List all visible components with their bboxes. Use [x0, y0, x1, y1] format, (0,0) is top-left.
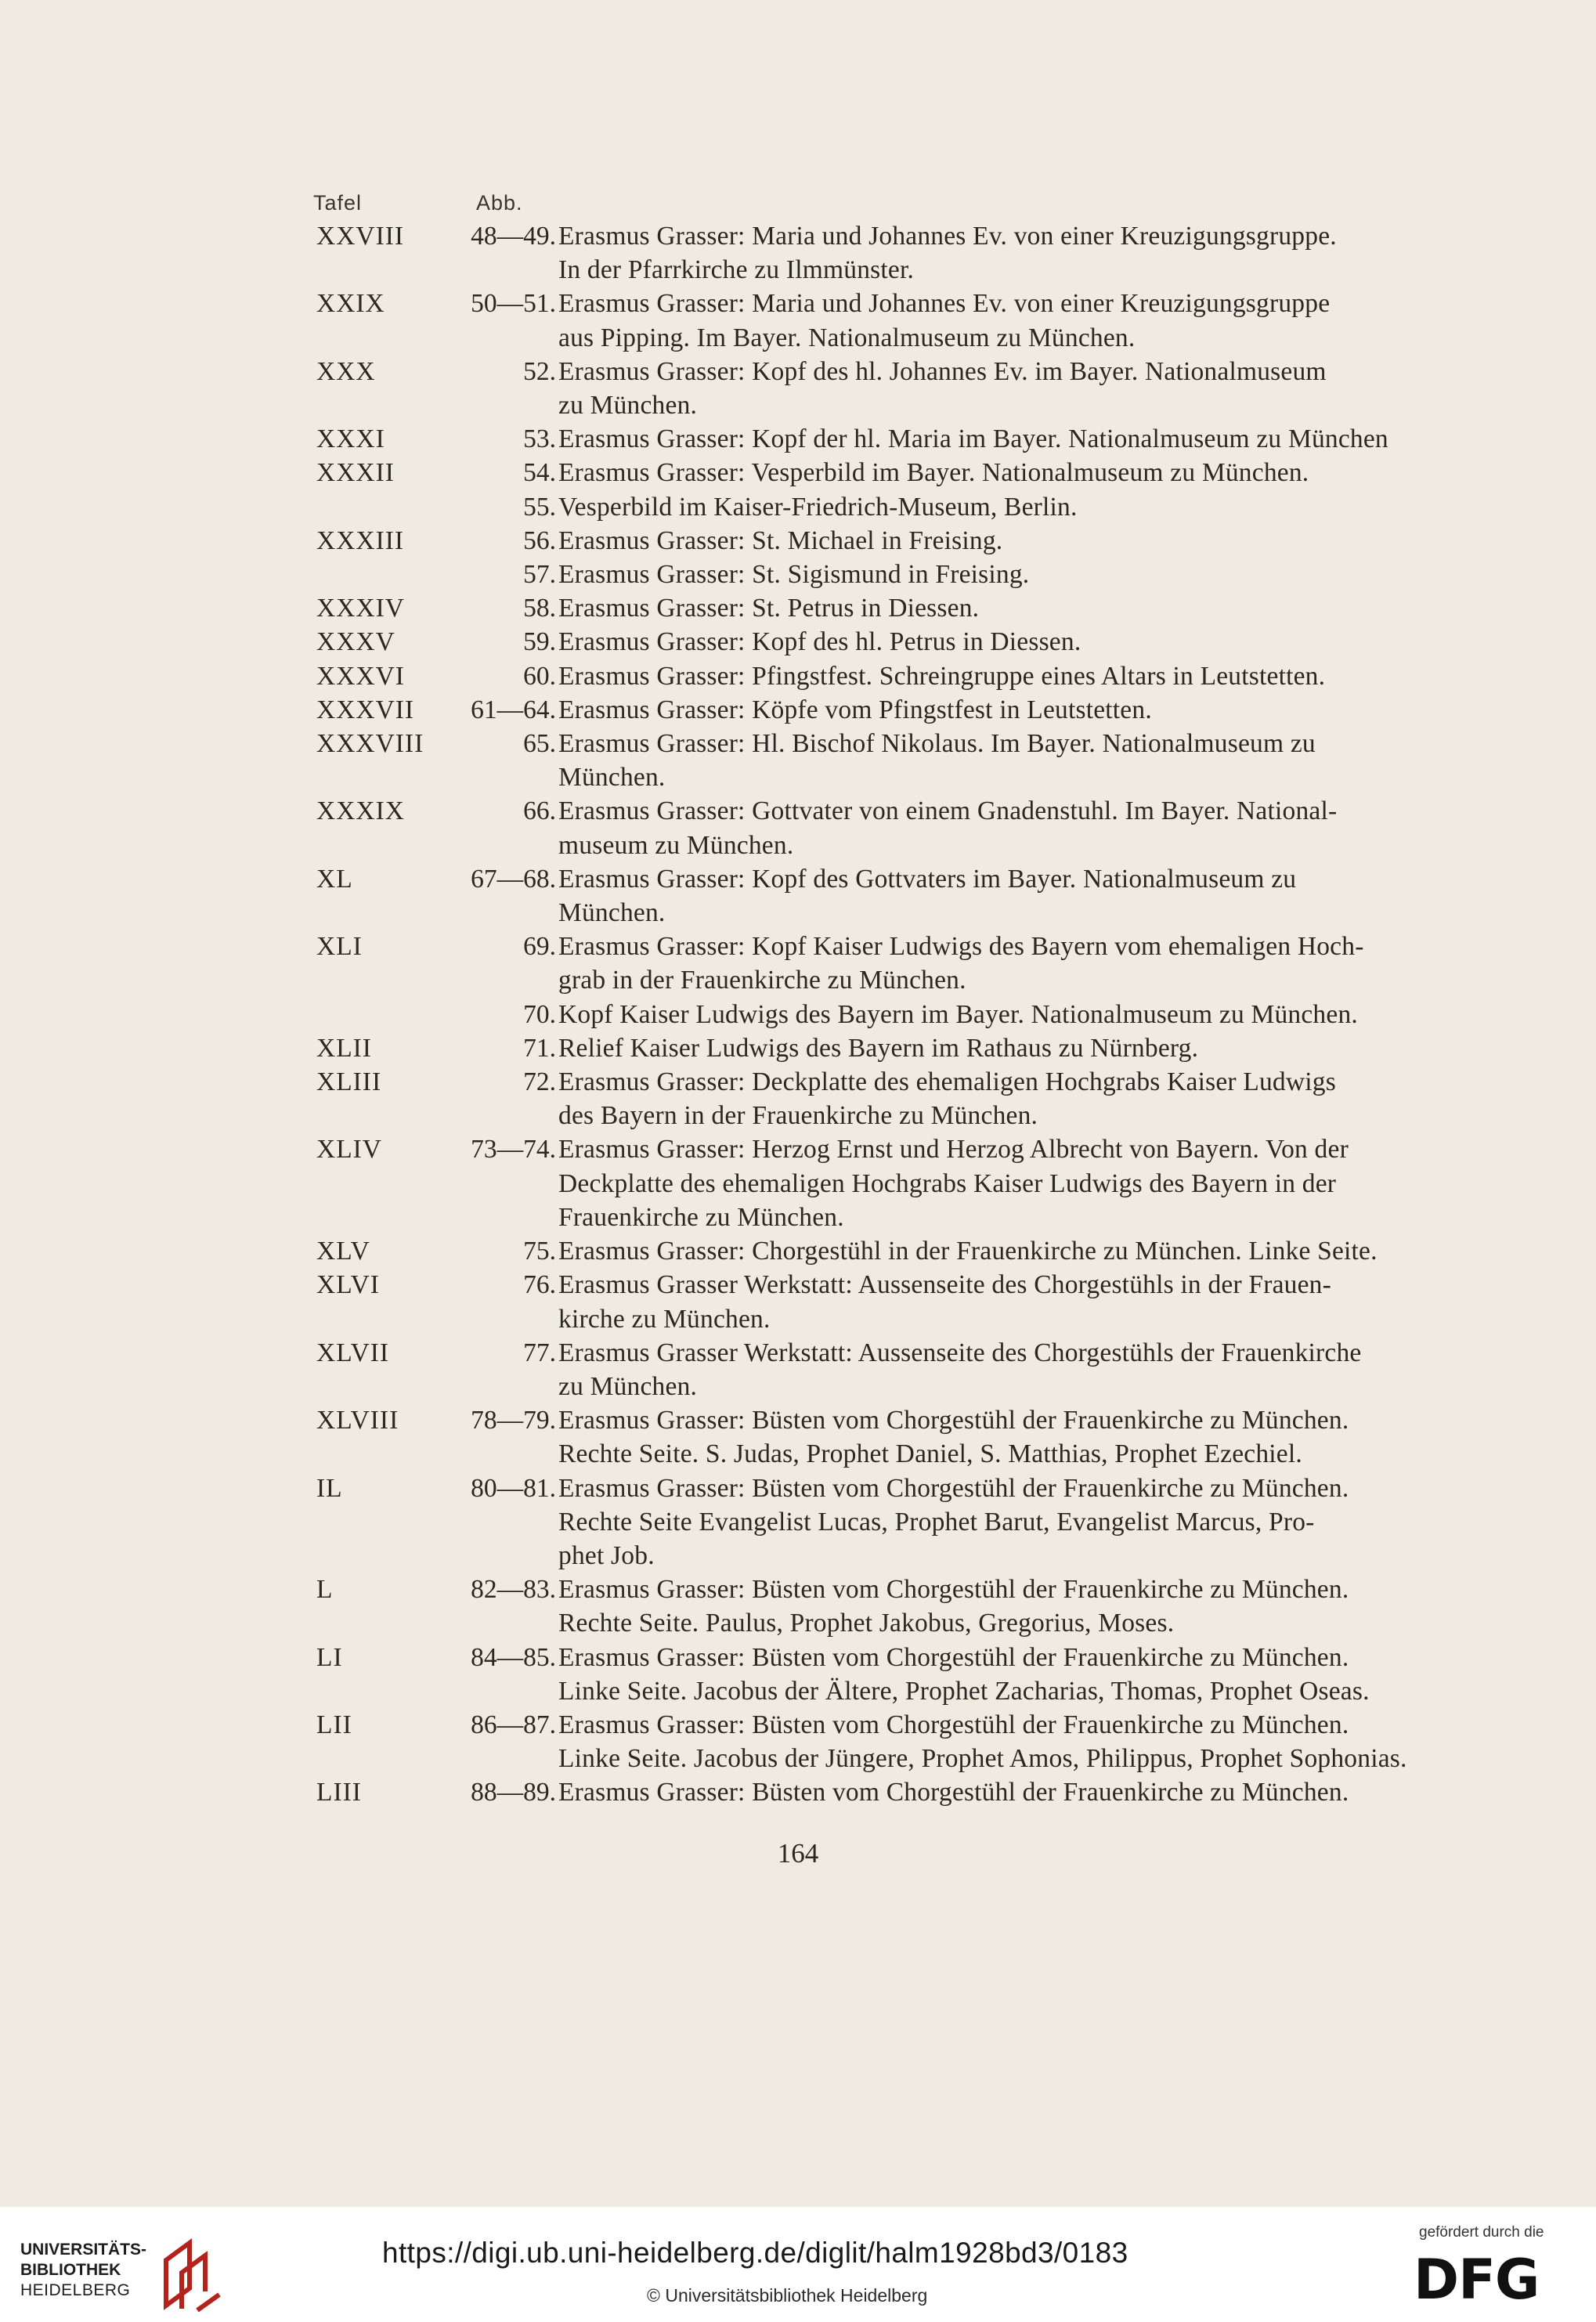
plate-number: XXXVII: [316, 695, 415, 724]
plate-entry: [0, 659, 1596, 693]
description-line: Rechte Seite Evangelist Lucas, Prophet Barut, Evangelist Marcus, Pro-: [558, 1507, 1315, 1537]
plate-description: [558, 1031, 1528, 1065]
plate-description: [558, 1775, 1528, 1809]
plate-entry: [0, 287, 1596, 354]
plate-entry: [0, 591, 1596, 625]
plate-entry: [0, 1573, 1596, 1640]
figure-number: 75.: [523, 1237, 556, 1266]
plate-number: XLIII: [316, 1067, 382, 1097]
description-line: Erasmus Grasser: Kopf Kaiser Ludwigs des Bayern vom ehemaligen Hoch-: [558, 932, 1364, 962]
plate-description: [558, 287, 1528, 354]
plate-number: LII: [316, 1710, 352, 1739]
description-line: Erasmus Grasser: St. Michael in Freising.: [558, 525, 1003, 555]
plate-entry: [0, 1268, 1596, 1335]
description-line: Erasmus Grasser: Büsten vom Chorgestühl der Frauenkirche zu München.: [558, 1642, 1349, 1672]
description-line: Erasmus Grasser: Kopf der hl. Maria im Bayer. Nationalmuseum zu München: [558, 424, 1388, 454]
plate-number: IL: [316, 1473, 343, 1503]
description-line: Erasmus Grasser: Köpfe vom Pfingstfest in Leutstetten.: [558, 695, 1152, 724]
figure-number: 77.: [523, 1338, 556, 1367]
figure-number: 48—49.: [471, 222, 556, 251]
description-line: Deckplatte des ehemaligen Hochgrabs Kaiser Ludwigs des Bayern in der: [558, 1168, 1337, 1198]
plate-entry: [0, 355, 1596, 422]
plate-number: XLII: [316, 1033, 372, 1063]
plate-entry: [0, 1708, 1596, 1775]
plate-description: [558, 727, 1528, 794]
description-line: Erasmus Grasser: Kopf des hl. Petrus in Diessen.: [558, 627, 1081, 657]
description-line: Linke Seite. Jacobus der Jüngere, Prophet Amos, Philippus, Prophet Sophonias.: [558, 1744, 1407, 1774]
plate-entry: [0, 1472, 1596, 1573]
plate-entry: [0, 625, 1596, 659]
figure-number: 84—85.: [471, 1642, 556, 1672]
plate-description: [558, 422, 1528, 456]
description-line: grab in der Frauenkirche zu München.: [558, 966, 966, 995]
description-line: Erasmus Grasser: Büsten vom Chorgestühl der Frauenkirche zu München.: [558, 1473, 1349, 1503]
description-line: Erasmus Grasser Werkstatt: Aussenseite des Chorgestühls der Frauenkirche: [558, 1338, 1362, 1367]
plate-entry: [0, 862, 1596, 930]
figure-number: 60.: [523, 661, 556, 691]
plate-number: LI: [316, 1642, 343, 1672]
figure-number: 57.: [523, 560, 556, 590]
description-line: zu München.: [558, 1371, 698, 1401]
plate-entry: [0, 524, 1596, 558]
description-line: Erasmus Grasser: Pfingstfest. Schreingruppe eines Altars in Leutstetten.: [558, 661, 1326, 691]
plate-description: [558, 659, 1528, 693]
library-name-line: UNIVERSITÄTS-: [20, 2241, 147, 2259]
description-line: Erasmus Grasser: St. Petrus in Diessen.: [558, 594, 980, 623]
plate-description: [558, 1132, 1528, 1234]
description-line: Erasmus Grasser: Büsten vom Chorgestühl der Frauenkirche zu München.: [558, 1575, 1349, 1605]
digitization-footer: [0, 2207, 1596, 2322]
plate-number: XLV: [316, 1237, 370, 1266]
dfg-logo: DFG: [1414, 2248, 1540, 2312]
plate-entry: [0, 490, 1596, 524]
description-line: zu München.: [558, 391, 698, 421]
plate-number: XXVIII: [316, 222, 405, 251]
description-line: Frauenkirche zu München.: [558, 1202, 844, 1232]
plate-description: [558, 1708, 1528, 1775]
plate-description: [558, 1065, 1528, 1132]
figure-number: 65.: [523, 729, 556, 759]
figure-number: 72.: [523, 1067, 556, 1097]
plate-entry: [0, 930, 1596, 997]
figure-number: 86—87.: [471, 1710, 556, 1739]
plate-number: XXXVI: [316, 661, 405, 691]
description-line: des Bayern in der Frauenkirche zu München.: [558, 1101, 1038, 1131]
plate-number: XXXII: [316, 458, 395, 488]
plate-entry: [0, 794, 1596, 861]
description-line: München.: [558, 898, 666, 928]
plate-number: XLVII: [316, 1338, 390, 1367]
plate-description: [558, 591, 1528, 625]
plate-entry: [0, 693, 1596, 727]
plate-description: [558, 1403, 1528, 1471]
description-line: Erasmus Grasser: Chorgestühl in der Frauenkirche zu München. Linke Seite.: [558, 1237, 1378, 1266]
plate-entry: [0, 1775, 1596, 1809]
figure-number: 61—64.: [471, 695, 556, 724]
plate-entry: [0, 727, 1596, 794]
plate-entry: [0, 1403, 1596, 1471]
tafel-column-header: Tafel: [313, 191, 363, 215]
figure-number: 76.: [523, 1270, 556, 1300]
description-line: Erasmus Grasser: Büsten vom Chorgestühl der Frauenkirche zu München.: [558, 1778, 1349, 1807]
description-line: kirche zu München.: [558, 1304, 771, 1334]
plate-entry: [0, 998, 1596, 1031]
plate-number: L: [316, 1575, 334, 1605]
description-line: Erasmus Grasser: St. Sigismund in Freising.: [558, 560, 1030, 590]
plate-description: [558, 794, 1528, 861]
description-line: Erasmus Grasser: Herzog Ernst und Herzog Albrecht von Bayern. Von der: [558, 1135, 1349, 1165]
description-line: Erasmus Grasser: Deckplatte des ehemaligen Hochgrabs Kaiser Ludwigs: [558, 1067, 1336, 1097]
figure-number: 71.: [523, 1033, 556, 1063]
figure-number: 67—68.: [471, 864, 556, 894]
plate-description: [558, 1336, 1528, 1403]
plate-number: LIII: [316, 1778, 362, 1807]
description-line: Erasmus Grasser: Hl. Bischof Nikolaus. Im Bayer. Nationalmuseum zu: [558, 729, 1316, 759]
library-name: [20, 2240, 146, 2301]
plate-number: XXXI: [316, 424, 385, 454]
description-line: Erasmus Grasser: Büsten vom Chorgestühl der Frauenkirche zu München.: [558, 1710, 1349, 1739]
plate-entry: [0, 456, 1596, 489]
plate-number: XLIV: [316, 1135, 383, 1165]
plate-number: XLVIII: [316, 1406, 399, 1435]
copyright-notice: © Universitätsbibliothek Heidelberg: [647, 2285, 928, 2306]
plate-description: [558, 1641, 1528, 1708]
permalink-url[interactable]: https://digi.ub.uni-heidelberg.de/diglit/halm1928bd3/0183: [382, 2237, 1128, 2269]
plate-entry: [0, 1065, 1596, 1132]
plate-description: [558, 355, 1528, 422]
plate-description: [558, 693, 1528, 727]
description-line: Linke Seite. Jacobus der Ältere, Prophet Zacharias, Thomas, Prophet Oseas.: [558, 1676, 1370, 1706]
description-line: museum zu München.: [558, 830, 794, 860]
column-headers: [0, 191, 1596, 216]
library-name-line: HEIDELBERG: [20, 2281, 131, 2299]
plate-number: XXXV: [316, 627, 395, 657]
sponsor-note: gefördert durch die: [1419, 2224, 1544, 2241]
plate-entry: [0, 219, 1596, 287]
plate-description: [558, 1573, 1528, 1640]
plate-description: [558, 1472, 1528, 1573]
plate-description: [558, 998, 1528, 1031]
figure-number: 69.: [523, 932, 556, 962]
figure-number: 52.: [523, 356, 556, 386]
figure-number: 53.: [523, 424, 556, 454]
figure-number: 50—51.: [471, 289, 556, 319]
plate-number: XXXVIII: [316, 729, 424, 759]
figure-number: 58.: [523, 594, 556, 623]
plate-number: XXXIII: [316, 525, 405, 555]
plate-entry: [0, 1641, 1596, 1708]
plate-entry: [0, 558, 1596, 591]
plate-entry: [0, 422, 1596, 456]
plate-description: [558, 930, 1528, 997]
description-line: phet Job.: [558, 1540, 655, 1570]
figure-number: 70.: [523, 999, 556, 1029]
plate-entry: [0, 1031, 1596, 1065]
figure-number: 88—89.: [471, 1778, 556, 1807]
plate-description: [558, 1234, 1528, 1268]
figure-number: 54.: [523, 458, 556, 488]
description-line: In der Pfarrkirche zu Ilmmünster.: [558, 255, 915, 285]
plate-number: XXX: [316, 356, 376, 386]
description-line: Erasmus Grasser: Maria und Johannes Ev. von einer Kreuzigungsgruppe.: [558, 222, 1337, 251]
description-line: Erasmus Grasser: Kopf des Gottvaters im Bayer. Nationalmuseum zu: [558, 864, 1297, 894]
figure-number: 59.: [523, 627, 556, 657]
description-line: Rechte Seite. Paulus, Prophet Jakobus, Gregorius, Moses.: [558, 1609, 1175, 1638]
figure-number: 78—79.: [471, 1406, 556, 1435]
description-line: Erasmus Grasser: Vesperbild im Bayer. Nationalmuseum zu München.: [558, 458, 1309, 488]
plate-description: [558, 490, 1528, 524]
figure-number: 82—83.: [471, 1575, 556, 1605]
plate-number: XL: [316, 864, 353, 894]
plate-description: [558, 862, 1528, 930]
figure-number: 73—74.: [471, 1135, 556, 1165]
description-line: Relief Kaiser Ludwigs des Bayern im Rathaus zu Nürnberg.: [558, 1033, 1199, 1063]
plate-description: [558, 625, 1528, 659]
description-line: Erasmus Grasser: Kopf des hl. Johannes Ev. im Bayer. Nationalmuseum: [558, 356, 1327, 386]
description-line: Erasmus Grasser: Büsten vom Chorgestühl der Frauenkirche zu München.: [558, 1406, 1349, 1435]
plate-entry: [0, 1132, 1596, 1234]
description-line: Vesperbild im Kaiser-Friedrich-Museum, Berlin.: [558, 492, 1078, 522]
description-line: Erasmus Grasser: Maria und Johannes Ev. von einer Kreuzigungsgruppe: [558, 289, 1331, 319]
description-line: Erasmus Grasser Werkstatt: Aussenseite des Chorgestühls in der Frauen-: [558, 1270, 1331, 1300]
plate-number: XLI: [316, 932, 363, 962]
figure-number: 80—81.: [471, 1473, 556, 1503]
plate-number: XLVI: [316, 1270, 380, 1300]
abb-column-header: Abb.: [476, 191, 523, 215]
figure-number: 66.: [523, 796, 556, 826]
figure-number: 56.: [523, 525, 556, 555]
plate-number: XXXIV: [316, 594, 405, 623]
plate-description: [558, 524, 1528, 558]
description-line: Rechte Seite. S. Judas, Prophet Daniel, S. Matthias, Prophet Ezechiel.: [558, 1439, 1302, 1469]
description-line: aus Pipping. Im Bayer. Nationalmuseum zu München.: [558, 323, 1136, 352]
description-line: München.: [558, 763, 666, 793]
description-line: Erasmus Grasser: Gottvater von einem Gnadenstuhl. Im Bayer. National-: [558, 796, 1338, 826]
plate-description: [558, 1268, 1528, 1335]
plate-entry: [0, 1234, 1596, 1268]
plate-description: [558, 558, 1528, 591]
plate-entry: [0, 1336, 1596, 1403]
description-line: Kopf Kaiser Ludwigs des Bayern im Bayer. Nationalmuseum zu München.: [558, 999, 1358, 1029]
plate-list: [0, 219, 1596, 1810]
figure-number: 55.: [523, 492, 556, 522]
plate-number: XXXIX: [316, 796, 405, 826]
library-name-line: BIBLIOTHEK: [20, 2261, 121, 2279]
plate-description: [558, 456, 1528, 489]
plate-number: XXIX: [316, 289, 385, 319]
page-number: 164: [777, 1838, 819, 1869]
library-logo-icon: [158, 2237, 226, 2312]
plate-description: [558, 219, 1528, 287]
